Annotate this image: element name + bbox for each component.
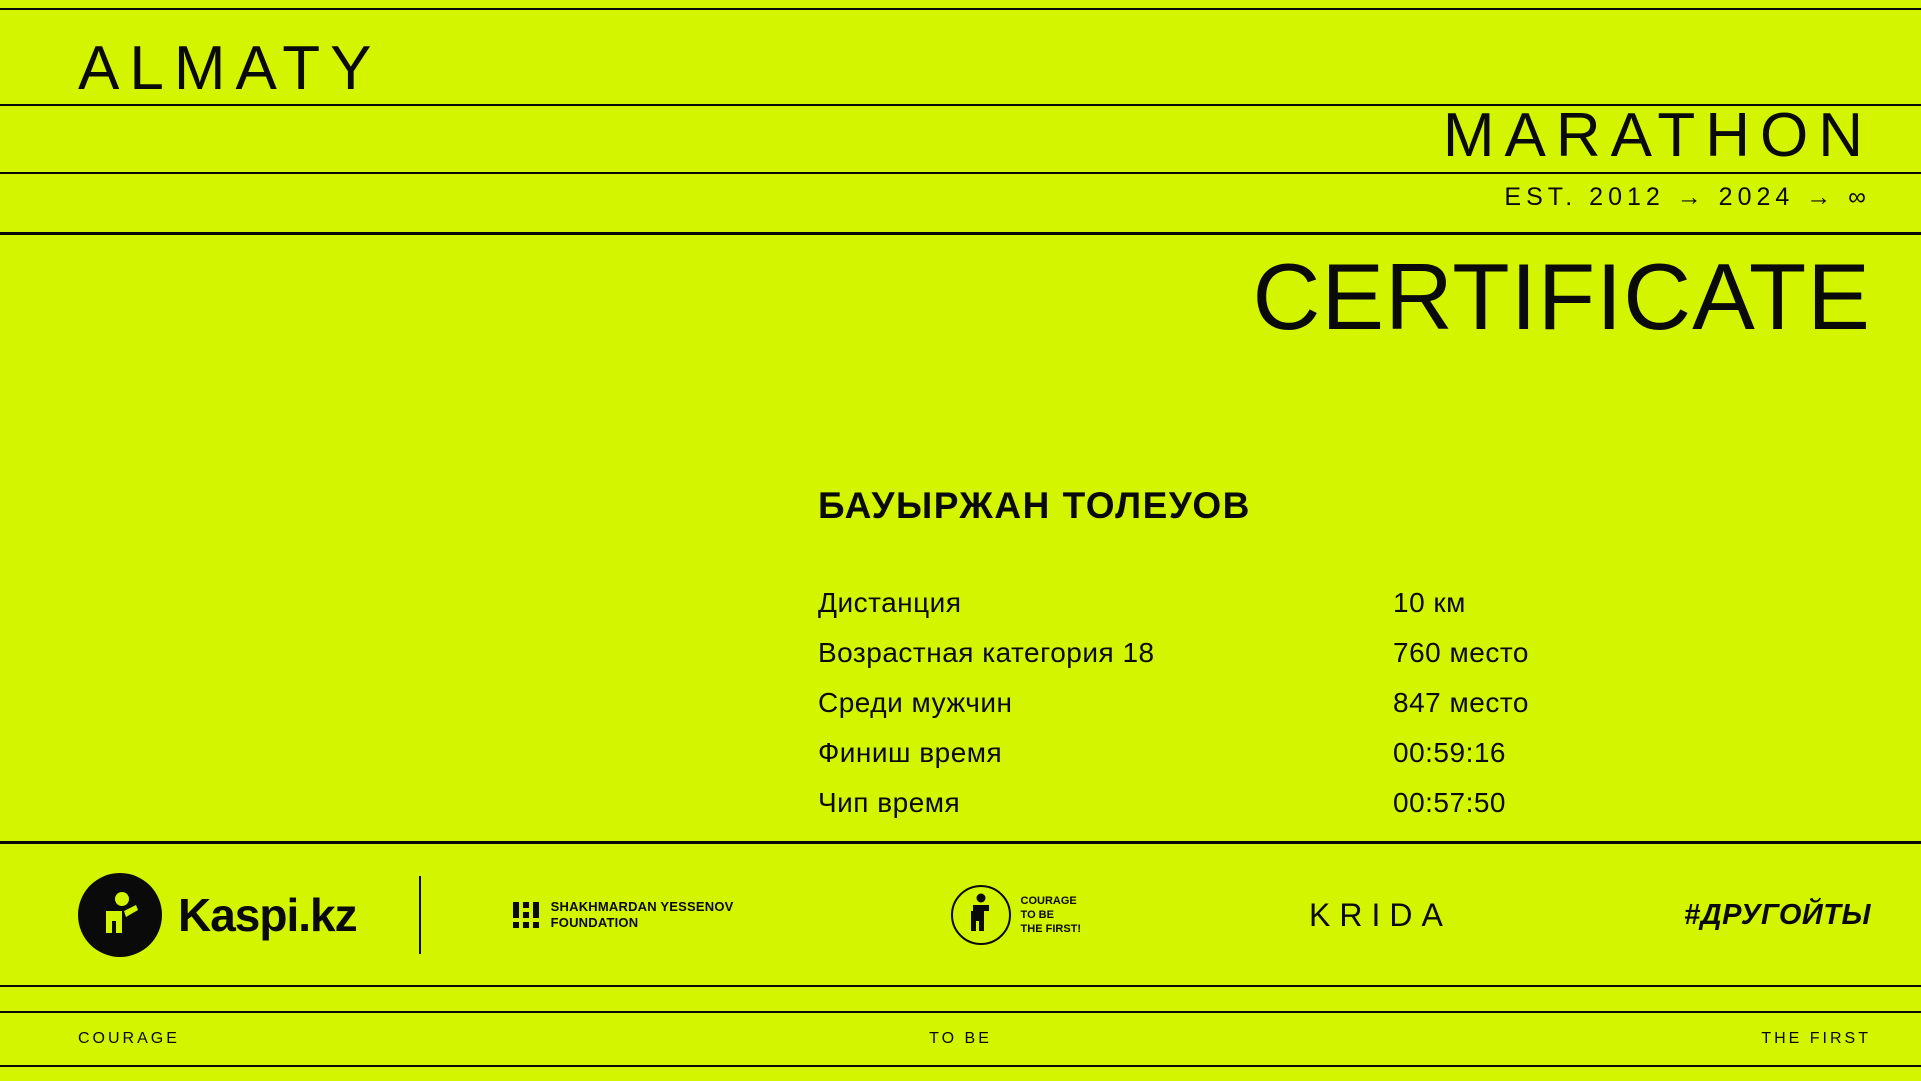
sponsor-divider [419, 876, 421, 954]
divider-line [0, 1065, 1921, 1067]
footer-center: TO BE [929, 1030, 992, 1047]
divider-line [0, 8, 1921, 10]
result-label: Возрастная категория 18 [818, 637, 1155, 668]
results-table [818, 578, 1698, 828]
yessenov-line-1: SHAKHMARDAN YESSENOV [550, 898, 734, 914]
divider-line [0, 172, 1921, 174]
established-years: EST. 2012 → 2024 → ∞ [1504, 183, 1871, 211]
corporate-fund-icon [949, 883, 1013, 947]
result-value: 00:57:50 [1393, 787, 1506, 818]
result-label: Финиш время [818, 737, 1003, 768]
page-title: CERTIFICATE [1252, 244, 1871, 349]
result-value: 760 место [1393, 637, 1529, 668]
table-row [818, 628, 1698, 678]
sponsor-corporate-fund [949, 883, 1082, 947]
table-row [818, 578, 1698, 628]
sponsor-kaspi [78, 873, 357, 957]
yessenov-logo-icon [513, 902, 539, 928]
kaspi-logo-icon [78, 873, 162, 957]
divider-line [0, 232, 1921, 235]
table-row [818, 678, 1698, 728]
sponsor-drugoity: #ДРУГОЙТЫ [1684, 898, 1871, 931]
result-value: 00:59:16 [1393, 737, 1506, 768]
corporate-line-1: COURAGE [1020, 894, 1077, 907]
footer-left: COURAGE [78, 1030, 180, 1047]
footer-slogan [0, 1013, 1921, 1065]
result-label: Среди мужчин [818, 687, 1013, 718]
yessenov-line-2: FOUNDATION [550, 915, 639, 930]
yessenov-wordmark [551, 899, 734, 932]
sponsor-yessenov [513, 899, 734, 932]
table-row [818, 778, 1698, 828]
sponsor-strip [0, 843, 1921, 987]
brand-almaty: ALMATY [78, 34, 382, 103]
footer-right: THE FIRST [1761, 1030, 1871, 1047]
result-value: 10 км [1393, 587, 1466, 618]
sponsor-krida: KRIDA [1309, 896, 1452, 933]
result-label: Дистанция [818, 587, 962, 618]
kaspi-wordmark: Kaspi.kz [178, 889, 357, 941]
brand-marathon: MARATHON [1442, 101, 1873, 170]
result-label: Чип время [818, 787, 961, 818]
result-value: 847 место [1393, 687, 1529, 718]
corporate-line-3: THE FIRST! [1020, 923, 1082, 936]
athlete-name: БАУЫРЖАН ТОЛЕУОВ [818, 485, 1251, 526]
corporate-line-2: TO BE [1020, 908, 1054, 921]
corporate-fund-wordmark [1021, 894, 1082, 937]
table-row [818, 728, 1698, 778]
